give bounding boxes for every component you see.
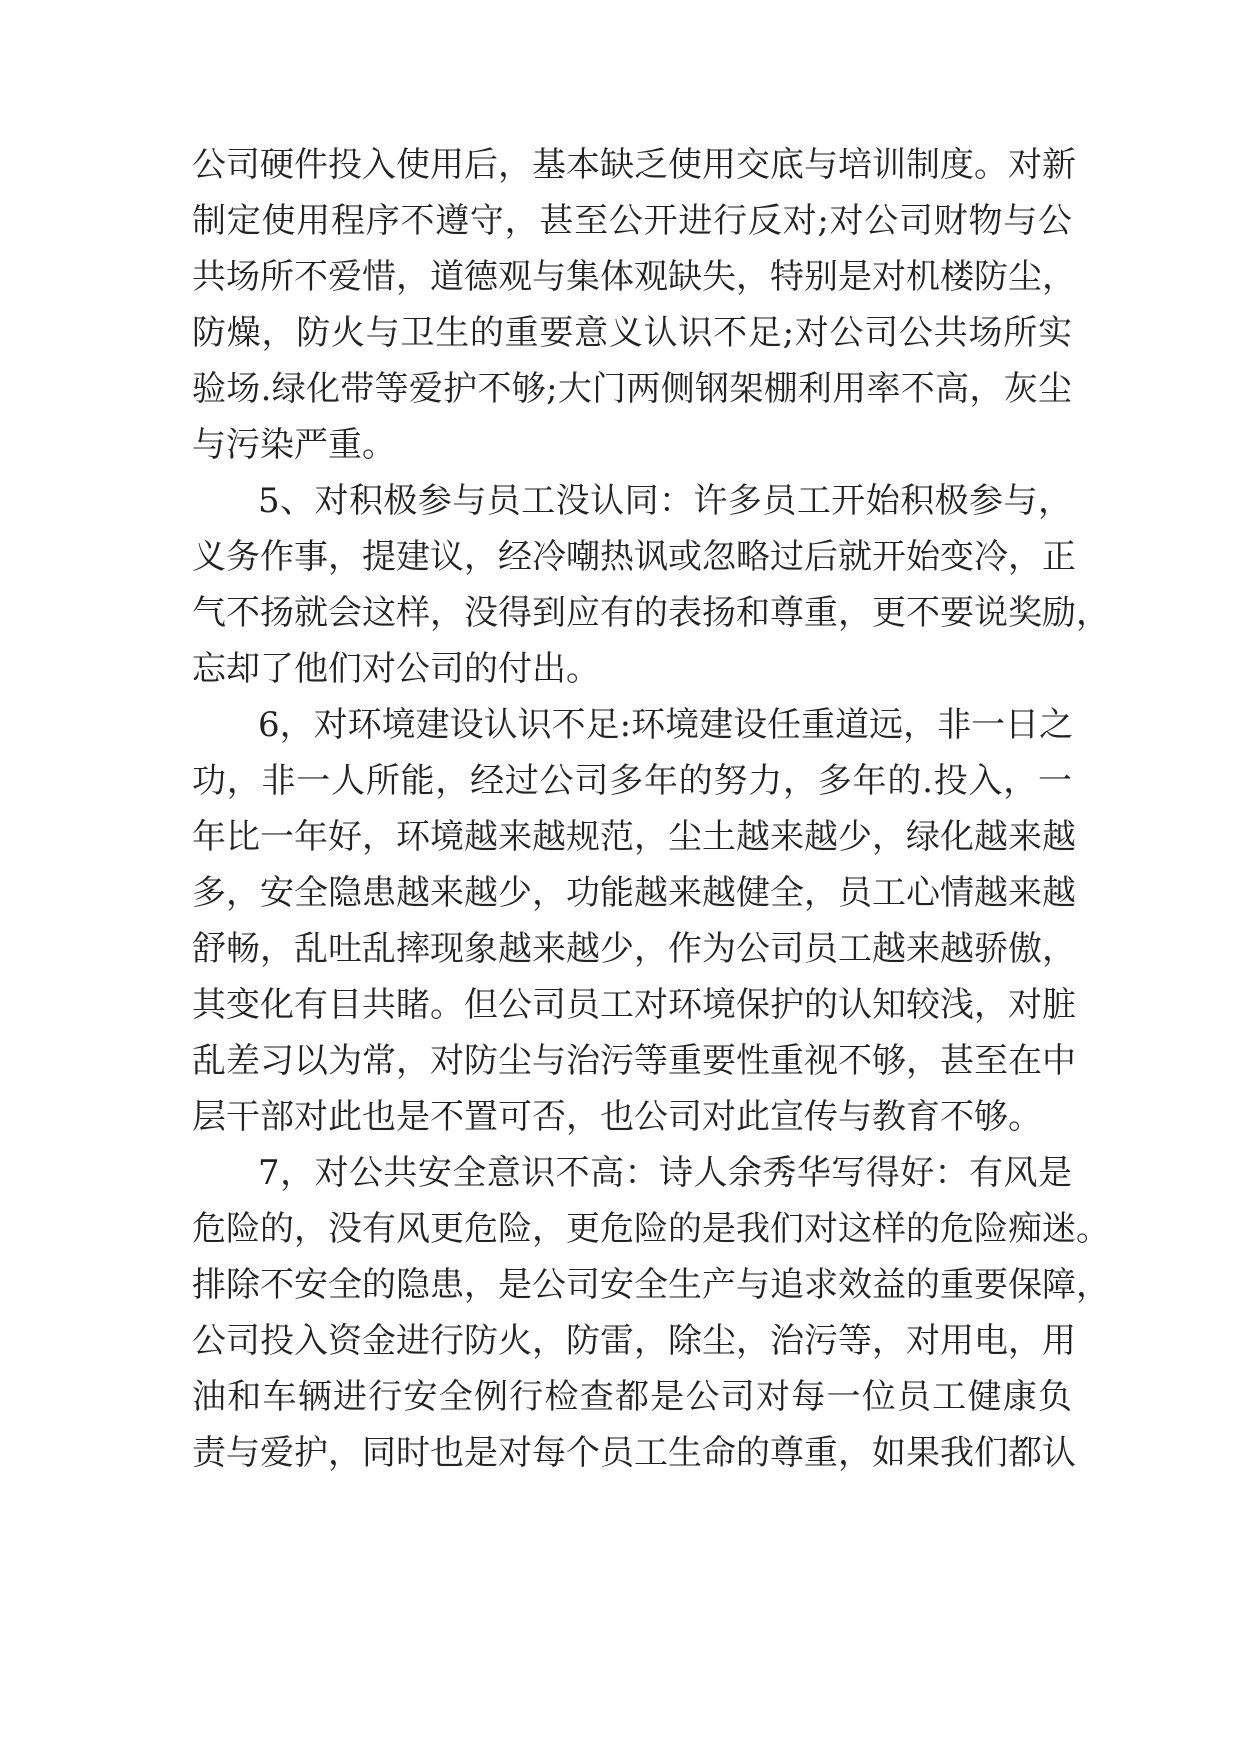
text-line: 验场.绿化带等爱护不够;大门两侧钢架棚利用率不高，灰尘 [192, 369, 1072, 409]
text-line: 公司硬件投入使用后，基本缺乏使用交底与培训制度。对新 [192, 145, 1076, 185]
text-line: 功，非一人所能，经过公司多年的努力，多年的.投入，一 [192, 761, 1072, 801]
text-line: 气不扬就会这样，没得到应有的表扬和尊重，更不要说奖励， [192, 593, 1110, 633]
text-line: 与污染严重。 [192, 425, 396, 465]
text-line: 5、对积极参与员工没认同：许多员工开始积极参与， [258, 481, 1072, 521]
text-line: 油和车辆进行安全例行检查都是公司对每一位员工健康负 [192, 1377, 1072, 1417]
text-line: 年比一年好，环境越来越规范，尘土越来越少，绿化越来越 [192, 817, 1076, 857]
text-line: 6，对环境建设认识不足:环境建设任重道远，非一日之 [258, 705, 1074, 745]
text-line: 忘却了他们对公司的付出。 [192, 649, 600, 689]
text-line: 其变化有目共睹。但公司员工对环境保护的认知较浅，对脏 [192, 985, 1076, 1025]
text-line: 危险的，没有风更危险，更危险的是我们对这样的危险痴迷。 [192, 1209, 1110, 1249]
text-line: 层干部对此也是不置可否，也公司对此宣传与教育不够。 [192, 1097, 1042, 1137]
text-line: 共场所不爱惜，道德观与集体观缺失，特别是对机楼防尘， [192, 257, 1076, 297]
text-line: 7，对公共安全意识不高：诗人余秀华写得好：有风是 [258, 1153, 1072, 1193]
text-line: 排除不安全的隐患，是公司安全生产与追求效益的重要保障， [192, 1265, 1110, 1305]
text-line: 舒畅，乱吐乱摔现象越来越少，作为公司员工越来越骄傲， [192, 929, 1076, 969]
text-line: 义务作事，提建议，经冷嘲热讽或忽略过后就开始变冷，正 [192, 537, 1076, 577]
text-line: 防燥，防火与卫生的重要意义认识不足;对公司公共场所实 [192, 313, 1072, 353]
text-line: 制定使用程序不遵守，甚至公开进行反对;对公司财物与公 [192, 201, 1072, 241]
text-line: 多，安全隐患越来越少，功能越来越健全，员工心情越来越 [192, 873, 1076, 913]
text-line: 公司投入资金进行防火，防雷，除尘，治污等，对用电，用 [192, 1321, 1076, 1361]
text-line: 责与爱护，同时也是对每个员工生命的尊重，如果我们都认 [192, 1433, 1076, 1473]
text-line: 乱差习以为常，对防尘与治污等重要性重视不够，甚至在中 [192, 1041, 1076, 1081]
